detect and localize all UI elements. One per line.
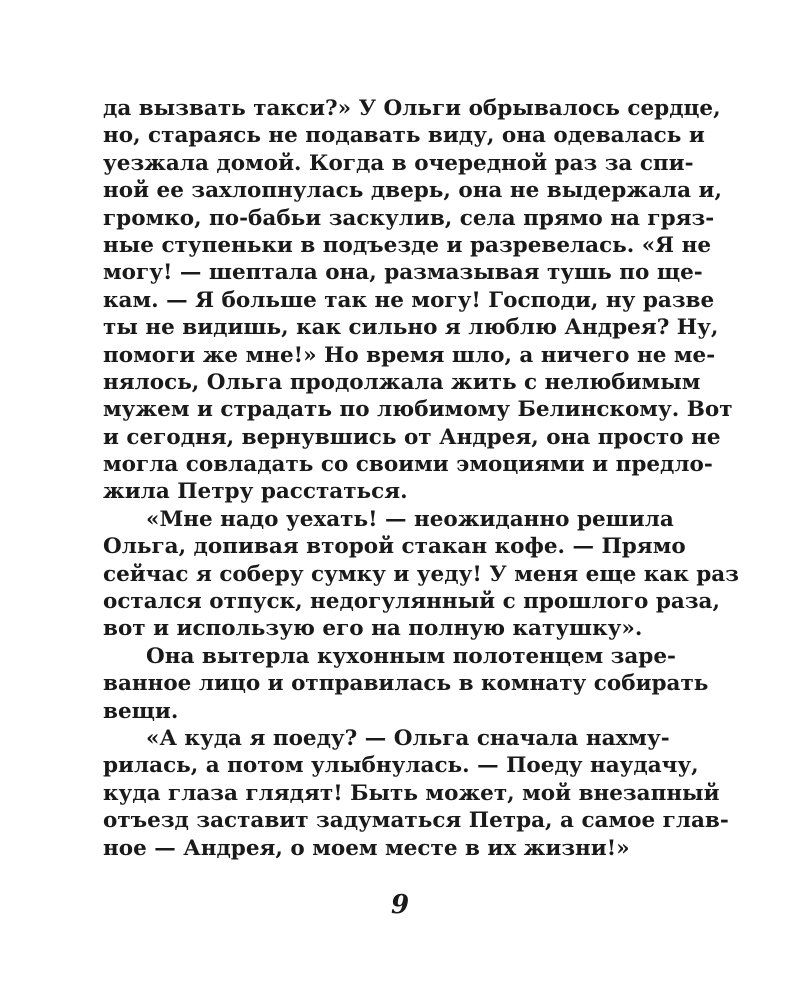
text-line: «А куда я поеду? — Ольга сначала нахму- [146,725,670,751]
text-line: отъезд заставит задуматься Петра, а самое глав- [103,808,729,834]
text-line: могу! — шептала она, размазывая тушь по ще- [103,260,703,286]
text-line: ные ступеньки в подъезде и разревелась. «Я не [103,232,712,258]
text-line: куда глаза глядят! Быть может, мой внезапный [103,780,720,806]
text-line: громко, по-бабьи заскулив, села прямо на гряз- [103,205,715,231]
text-line: остался отпуск, недогулянный с прошлого раза, [103,589,720,615]
text-line: жила Петру расстаться. [103,479,408,505]
page-text [103,95,739,862]
text-line: но, стараясь не подавать виду, она одевалась и [103,123,705,149]
text-line: да вызвать такси?» У Ольги обрывалось сердце, [103,96,721,121]
text-line: вещи. [103,698,179,724]
text-line: ванное лицо и отправилась в комнату собирать [103,671,709,697]
text-line: «Мне надо уехать! — неожиданно решила [146,506,674,532]
text-line: ное — Андрея, о моем месте в их жизни!» [103,835,630,861]
text-line: ной ее захлопнулась дверь, она не выдержала и, [103,178,722,204]
text-line: Она вытерла кухонным полотенцем заре- [146,643,676,669]
text-line: вот и использую его на полную катушку». [103,616,643,642]
text-line: ты не видишь, как сильно я люблю Андрея? Ну, [103,315,719,341]
text-line: могла совладать со своими эмоциями и предло- [103,452,713,478]
text-line: нялось, Ольга продолжала жить с нелюбимым [103,369,701,395]
text-line: уезжала домой. Когда в очередной раз за спи- [103,150,694,176]
text-line: мужем и страдать по любимому Белинскому. Вот [103,397,733,423]
text-line: и сегодня, вернувшись от Андрея, она просто не [103,424,721,450]
text-line: помоги же мне!» Но время шло, а ничего не ме- [103,342,716,368]
text-line: Ольга, допивая второй стакан кофе. — Прямо [103,534,686,560]
text-line: кам. — Я больше так не могу! Господи, ну разве [103,287,715,313]
text-line: сейчас я соберу сумку и уеду! У меня еще как раз [103,561,739,587]
text-line: рилась, а потом улыбнулась. — Поеду наудачу, [103,753,699,779]
page-number: 9 [390,890,410,920]
